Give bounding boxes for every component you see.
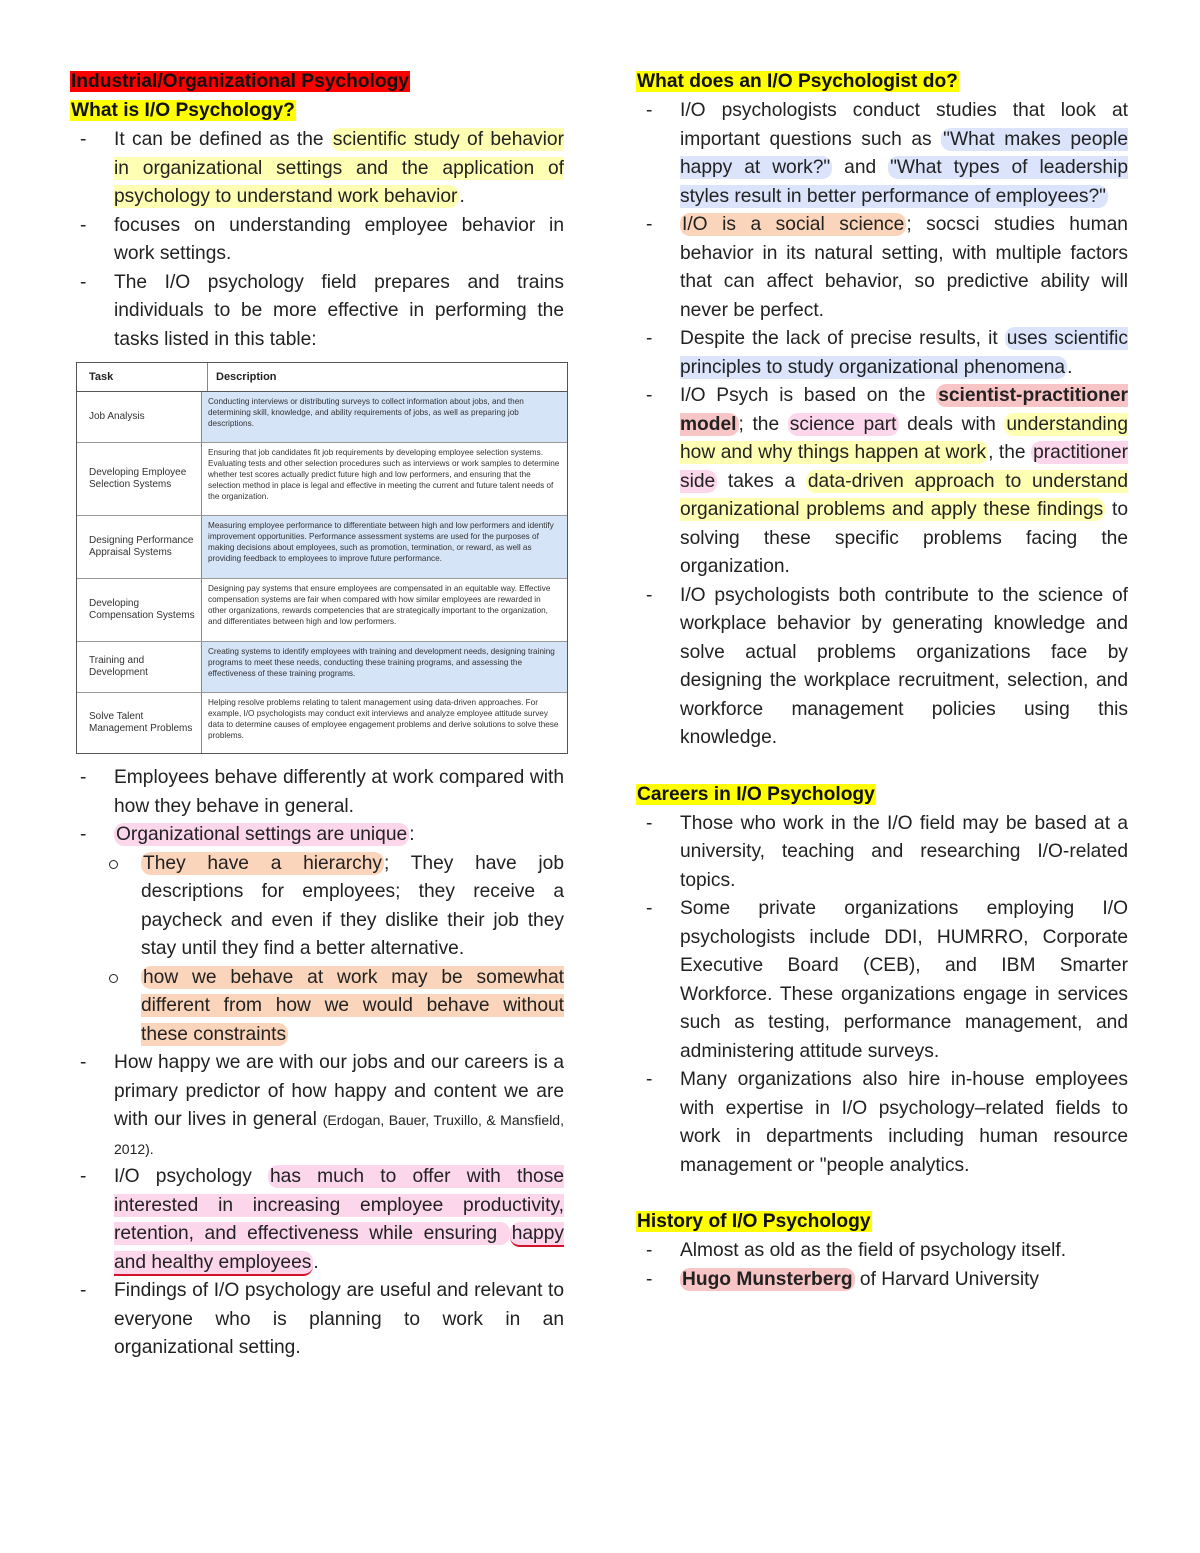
section-heading-careers: Careers in I/O Psychology (637, 783, 875, 805)
list-item: - I/O is a social science ; socsci studies human behavior in its natural setting, with multiple factors that can affect behavior, so predictive ability will never be perfect. (636, 211, 1128, 325)
highlight-underlined: happy and healthy employees (114, 1222, 564, 1276)
description-cell: Conducting interviews or distributing surveys to collect information about jobs, and then determining skill, knowledge, and ability requirements of jobs, as well as preparing job descriptions. (202, 392, 567, 442)
list-item: - Those who work in the I/O field may be based at a university, teaching and researching I/O-related topics. (636, 810, 1128, 896)
list-item: - I/O psychologists both contribute to the science of workplace behavior by generating knowledge and solve actual problems organizations face by designing the workplace recruitment, selection, and workforce management policies using this knowledge. (636, 582, 1128, 753)
description-cell: Designing pay systems that ensure employees are compensated in an equitable way. Effective compensation systems are fair when compared with how similar employees are rewarded in other organizations, rewards competencies that are strategically important to the organization, and differentiates between high and low performers. (208, 584, 551, 626)
list-item: - The I/O psychology field prepares and trains individuals to be more effective in performing the tasks listed in this table: (70, 269, 564, 355)
section-heading-history: History of I/O Psychology (637, 1211, 871, 1232)
list-item: - Some private organizations employing I/O psychologists include DDI, HUMRRO, Corporate Executive Board (CEB), and IBM Smarter Workforce. These organizations engage in services such as testing, performance management, and administering attitude surveys. (636, 895, 1128, 1066)
highlight: Organizational settings are unique (116, 824, 408, 845)
description-cell: Measuring employee performance to differentiate between high and low performers and identify improvement opportunities. Performance assessment systems are used for the purposes of making decisions about employees, such as promotion, termination, or reward, as well as providing feedback to employees to improve future performance. (202, 516, 567, 578)
description-cell: Ensuring that job candidates fit job requirements by developing employee selection systems. Evaluating tests and other selection procedures such as interviews or work samples to determine whether test scores actually predict future high and low performers, and ensuring that the selection method in place is legal and effective in meeting the current and future talent needs of the organization. (208, 448, 560, 501)
sub-list (114, 850, 564, 1050)
bullet-list-behavior (70, 764, 564, 1363)
highlight: has much to offer with those interested in increasing employee productivity, retention, and effectiveness while ensuring (114, 1166, 564, 1244)
highlight: understanding how and why things happen at work (680, 413, 1128, 463)
highlight: uses scientific principles to study organizational phenomena (680, 328, 1128, 378)
document-title: Industrial/Organizational Psychology (71, 71, 409, 92)
list-item: - How happy we are with our jobs and our careers is a primary predictor of how happy and content we are with our lives in general (Erdogan, Bauer, Truxillo, & Mansfield, 2012). (70, 1049, 564, 1163)
list-item: - Almost as old as the field of psychology itself. (636, 1237, 1128, 1266)
list-item: - Despite the lack of precise results, it uses scientific principles to study organizational phenomena . (636, 325, 1128, 382)
task-cell: Designing Performance Appraisal Systems (77, 516, 202, 578)
list-item: - I/O psychologists conduct studies that look at important questions such as "What makes people happy at work?" and "What types of leadership styles result in better performance of employees?" (636, 97, 1128, 211)
bullet-list-history (636, 1237, 1128, 1294)
highlight-bold: scientist-practitioner model (680, 385, 1128, 435)
list-item: - Organizational settings are unique : They have a hierarchy ; They have job descriptions for employees; they receive a paycheck and even if they dislike their job they stay until they find a better alternative. how we behave at work may be somewhat different from how we would behave without these constraints (70, 821, 564, 1049)
highlight-bold: Hugo Munsterberg (682, 1268, 853, 1290)
table-header (77, 363, 567, 392)
description-cell: Helping resolve problems relating to talent management using data-driven approaches. For example, I/O psychologists may conduct exit interviews and analyze employee attitude survey data to determine causes of employee engagement problems and derive solutions to solve these problems. (208, 698, 559, 740)
highlight: practitioner side (680, 442, 1129, 492)
left-column (70, 68, 564, 1363)
io-tasks-table (76, 362, 568, 754)
bullet-list-what-does (636, 97, 1128, 753)
description-cell: Creating systems to identify employees with training and development needs, designing training programs to meet these needs, conducting these training programs, and assessing the effectiveness of these training programs. (202, 642, 567, 692)
list-item: - I/O Psych is based on the scientist-practitioner model ; the science part deals with understanding how and why things happen at work , the practitioner side takes a data-driven approach to understand organizational problems and apply these findings to solving these specific problems facing the organization. (636, 382, 1128, 582)
table-row (77, 642, 567, 693)
table-row (77, 579, 567, 642)
task-cell: Solve Talent Management Problems (77, 693, 202, 753)
list-item: - Findings of I/O psychology are useful and relevant to everyone who is planning to work in an organizational setting. (70, 1277, 564, 1363)
list-item: - Employees behave differently at work compared with how they behave in general. (70, 764, 564, 821)
table-row (77, 516, 567, 579)
list-item: - Many organizations also hire in-house employees with expertise in I/O psychology–related fields to work in departments including human resource management or "people analytics. (636, 1066, 1128, 1180)
bullet-list-careers (636, 810, 1128, 1181)
highlight: science part (789, 413, 897, 435)
task-cell: Developing Compensation Systems (77, 579, 202, 641)
list-item: - I/O psychology has much to offer with those interested in increasing employee productivity, retention, and effectiveness while ensuring happy and healthy employees . (70, 1163, 564, 1277)
table-row (77, 693, 567, 753)
list-item: - Hugo Munsterberg of Harvard University (636, 1266, 1128, 1295)
column-header-task: Task (77, 363, 208, 391)
highlight: "What types of leadership styles result in better performance of employees?" (680, 157, 1128, 207)
right-column (636, 68, 1128, 1294)
list-item: - It can be defined as the scientific study of behavior in organizational settings and the application of psychology to understand work behavior . (70, 126, 564, 212)
citation: (Erdogan, Bauer, Truxillo, & Mansfield, 2012). (114, 1112, 564, 1157)
task-cell: Training and Development (77, 642, 202, 692)
table-row (77, 392, 567, 443)
highlight: data-driven approach to understand organizational problems and apply these findings (680, 470, 1128, 520)
column-header-description: Description (216, 371, 277, 383)
highlight: scientific study of behavior in organizational settings and the application of psychology to understand work behavior (114, 129, 564, 207)
task-cell: Job Analysis (77, 392, 202, 442)
task-cell: Developing Employee Selection Systems (77, 443, 202, 515)
highlight: I/O is a social science (682, 214, 905, 235)
highlight: how we behave at work may be somewhat different from how we would behave without these constraints (141, 966, 564, 1045)
table-row (77, 443, 567, 516)
highlight: "What makes people happy at work?" (680, 128, 1128, 178)
bullet-list-what-is (70, 126, 564, 354)
section-heading-what-is: What is I/O Psychology? (71, 100, 295, 121)
list-item: - focuses on understanding employee behavior in work settings. (70, 212, 564, 269)
highlight: They have a hierarchy (143, 852, 382, 874)
sub-list-item (70, 964, 564, 1050)
section-heading-what-does: What does an I/O Psychologist do? (637, 71, 958, 92)
sub-list-item: They have a hierarchy ; They have job descriptions for employees; they receive a paycheck and even if they dislike their job they stay until they find a better alternative. (70, 850, 564, 964)
